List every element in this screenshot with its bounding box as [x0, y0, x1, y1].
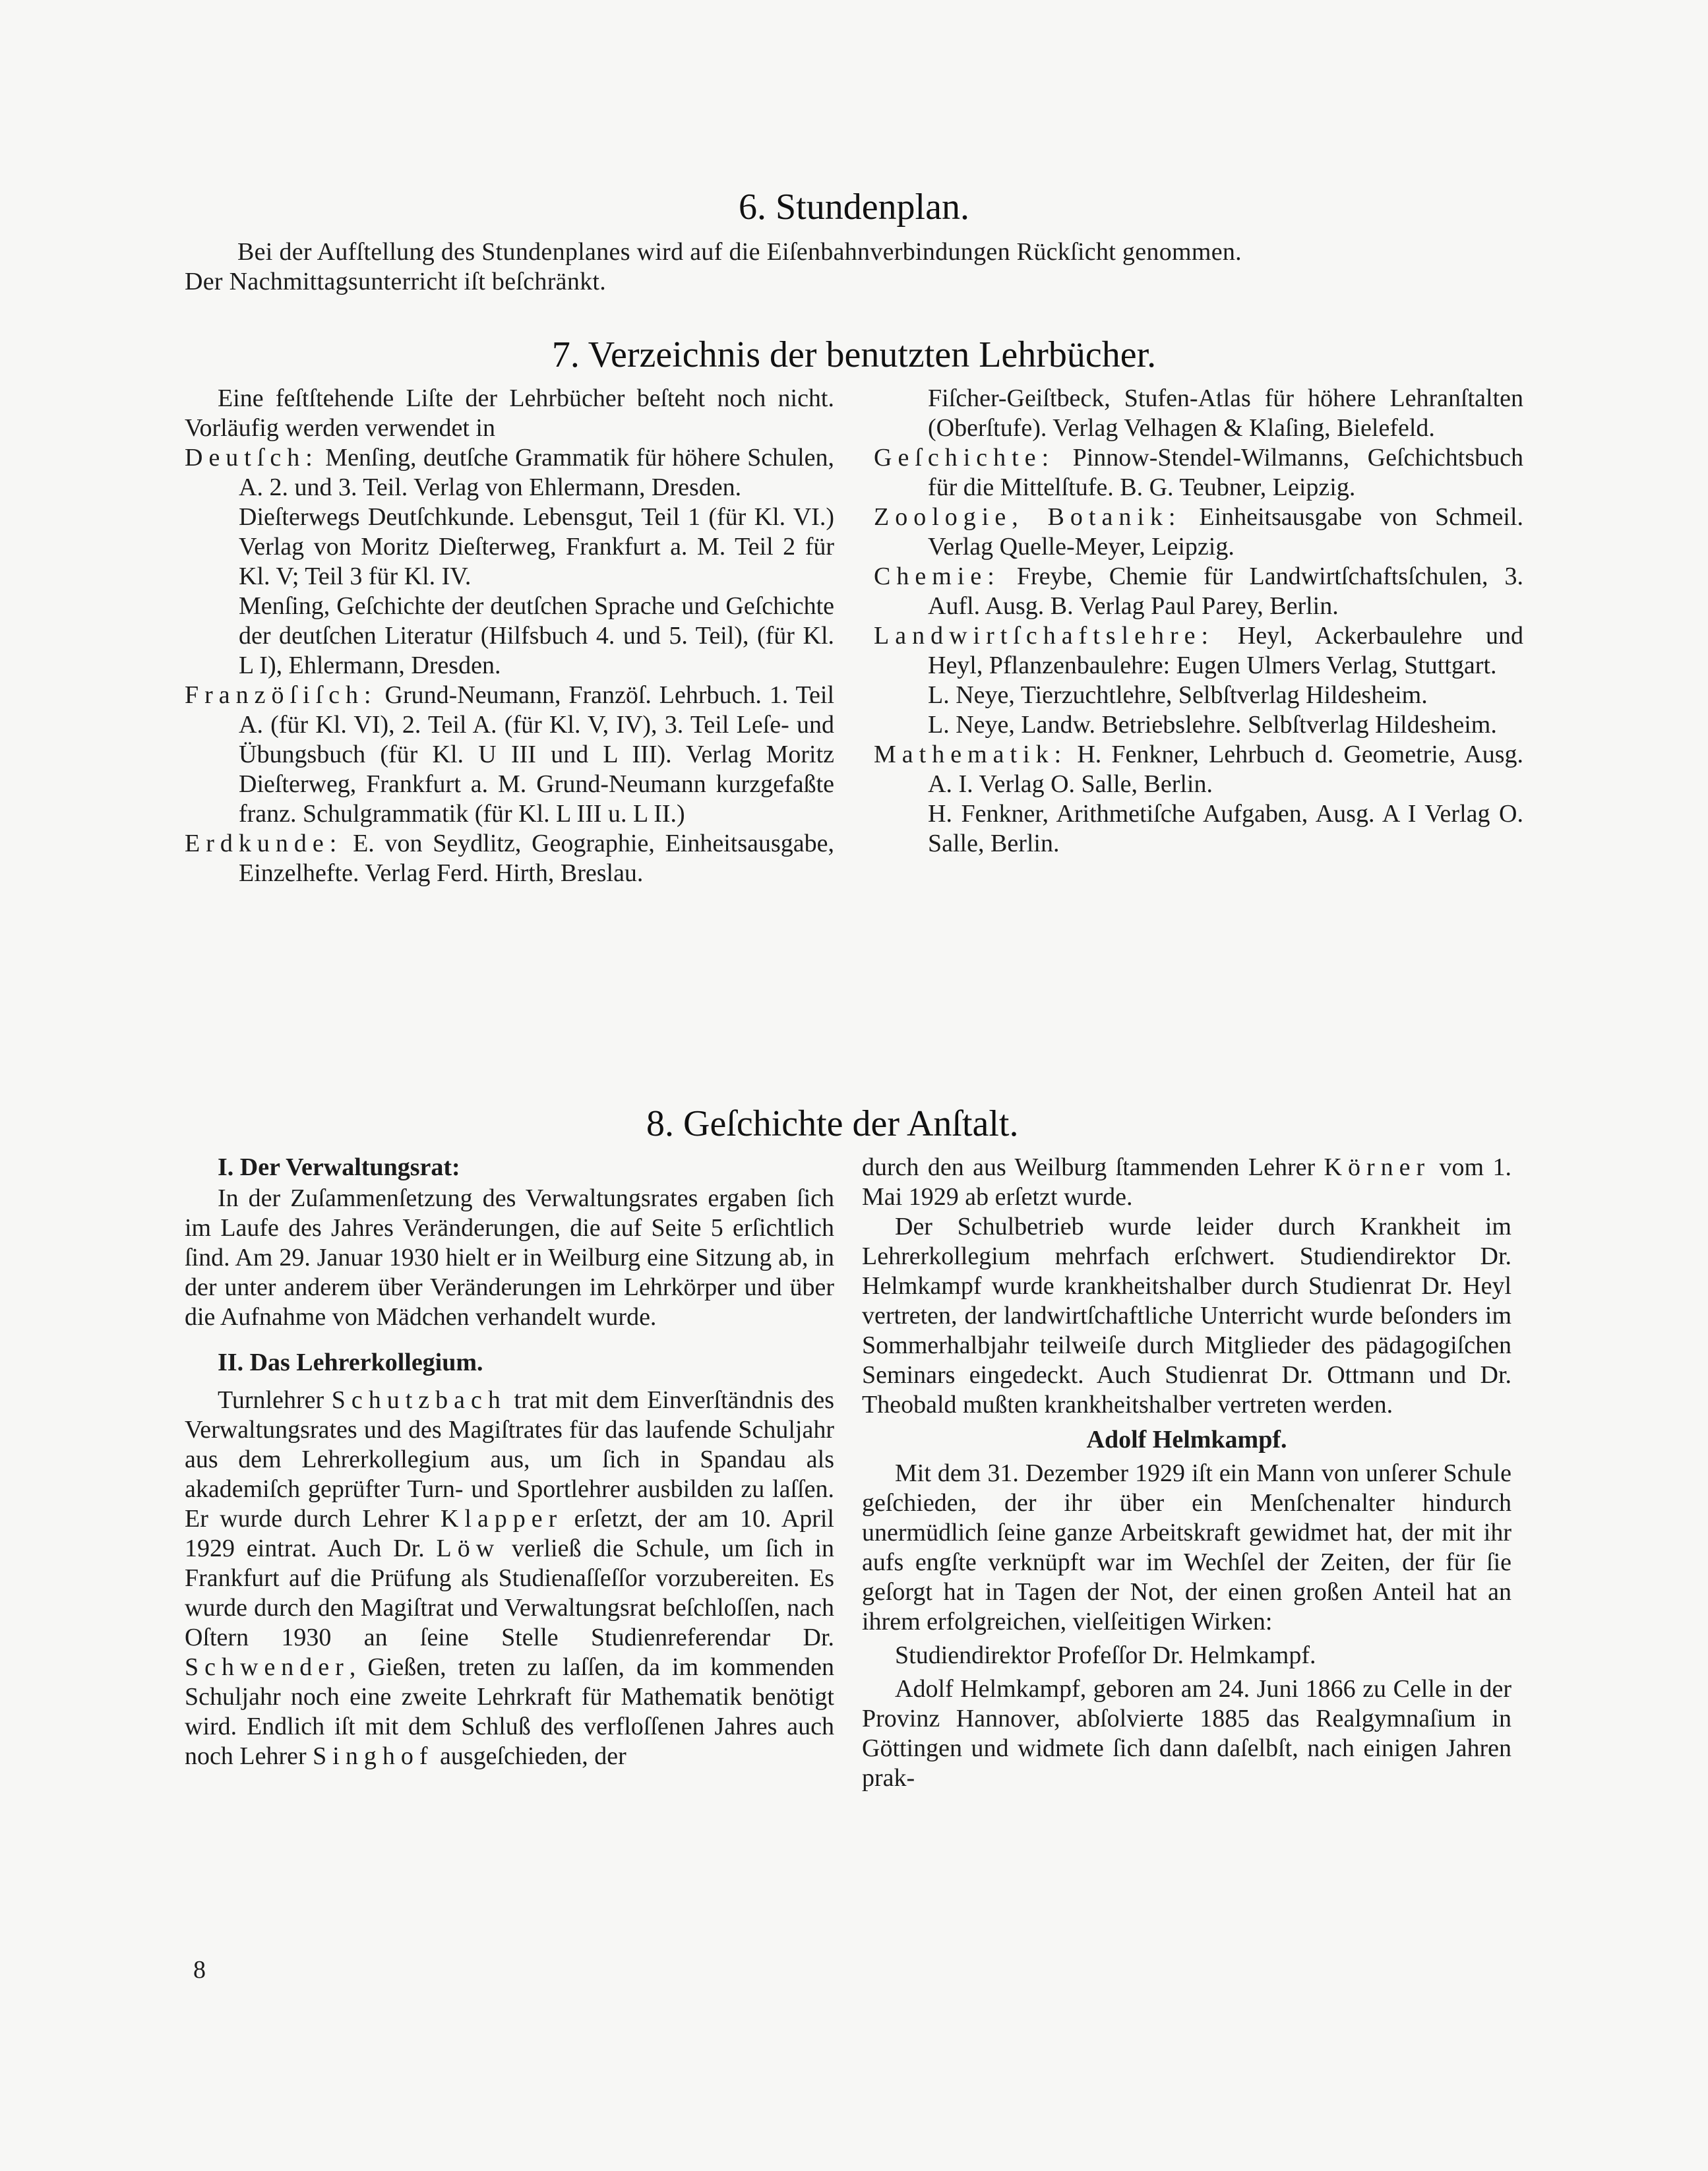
section-7-title: 7. Verzeichnis der benutzten Lehrbücher.: [551, 334, 1157, 375]
entry-text: Menſing, deutſche Grammatik für höhere Schulen, A. 2. und 3. Teil. Verlag von Ehlermann, Dresden.: [239, 444, 835, 501]
name-koerner: Körner: [1324, 1153, 1431, 1181]
name-schutzbach: Schutzbach: [331, 1386, 506, 1414]
entry-text: Pinnow-Stendel-Wilmanns, Geſchichtsbuch für die Mittelſtufe. B. G. Teubner, Leipzig.: [928, 444, 1524, 501]
entry-text: H. Fenkner, Lehrbuch d. Geometrie, Ausg. A. I. Verlag O. Salle, Berlin.: [928, 741, 1524, 798]
helmkampf-paragraph-2: Adolf Helmkampf, geboren am 24. Juni 1866 zu Celle in der Provinz Hannover, abſolvierte 1885 das Realgymnaſium in Göttingen und widmete ſich dann daſelbſt, nach einigen Jahren prak-: [862, 1675, 1511, 1792]
subject-label: Mathematik:: [874, 741, 1068, 768]
textbook-entry-geschichte: [874, 443, 1523, 503]
section-8-title: 8. Geſchichte der Anſtalt.: [646, 1103, 1019, 1144]
entry-text: Freybe, Chemie für Landwirtſchaftsſchulen, 3. Aufl. Ausg. B. Verlag Paul Parey, Berlin.: [928, 563, 1524, 620]
subject-label: Chemie:: [874, 563, 1000, 590]
text-run: ausgeſchieden, der: [433, 1742, 626, 1770]
section-6-line-2: Der Nachmittagsunterricht iſt beſchränkt.: [185, 268, 607, 295]
subject-label: Franzöſiſch:: [185, 681, 377, 709]
textbook-entry-betriebslehre: L. Neye, Landw. Betriebslehre. Selbſtverlag Hildesheim.: [928, 711, 1497, 739]
helmkampf-heading: Adolf Helmkampf.: [1086, 1426, 1287, 1453]
text-run: , Gießen, treten zu laſſen, da im kommenden Schuljahr noch eine zweite Lehrkraft für Mathematik benötigt wird. Endlich iſt mit dem Schluß des verfloſſenen Jahres auch noch Lehrer: [185, 1653, 834, 1770]
name-schwender: Schwender: [185, 1653, 350, 1681]
textbook-entry-atlas: Fiſcher-Geiſtbeck, Stufen-Atlas für höhere Lehranſtalten (Oberſtufe). Verlag Velhagen & Klaſing, Bielefeld.: [928, 384, 1523, 442]
subject-label: Deutſch:: [185, 444, 319, 472]
section-7-right-column: [874, 384, 1523, 859]
lehrerkollegium-text: [185, 1386, 834, 1771]
textbook-entry-mathematik: [874, 740, 1523, 799]
text-run: verließ die Schule, um ſich in Frankfurt auf die Prüfung als Studienaſſeſſor vorzubereiten. Es wurde durch den Magiſtrat und Verwaltungsrat beſchloſſen, nach Oſtern 1930 an ſeine Stelle Studienreferendar Dr.: [185, 1535, 834, 1651]
textbook-entry-arithmetik: H. Fenkner, Arithmetiſche Aufgaben, Ausg. A I Verlag O. Salle, Berlin.: [928, 800, 1523, 857]
name-loew: Löw: [436, 1535, 501, 1562]
textbook-entry-landwirtschaft: [874, 621, 1523, 681]
section-6-body: [185, 237, 1523, 297]
textbook-entry-erdkunde: [185, 829, 834, 888]
section-8-left-column: [185, 1153, 834, 1771]
verwaltungsrat-text: In der Zuſammenſetzung des Verwaltungsrates ergaben ſich im Laufe des Jahres Veränderungen, die auf Seite 5 erſichtlich ſind. Am 29. Januar 1930 hielt er in Weilburg eine Sitzung ab, in der unter anderem über Veränderungen im Lehrkörper und über die Aufnahme von Mädchen verhandelt wurde.: [185, 1184, 834, 1331]
section-7-intro: Eine feſtſtehende Liſte der Lehrbücher beſteht noch nicht. Vorläufig werden verwendet in: [185, 384, 834, 442]
section-8-right-column: [862, 1153, 1511, 1793]
entry-text: Heyl, Ackerbaulehre und Heyl, Pflanzenbaulehre: Eugen Ulmers Verlag, Stuttgart.: [928, 622, 1523, 679]
textbook-entry-deutsch: [185, 443, 834, 503]
entry-text: Grund-Neumann, Franzöſ. Lehrbuch. 1. Teil A. (für Kl. VI), 2. Teil A. (für Kl. V, IV), 3. Teil Leſe- und Übungsbuch (für Kl. U III und L III). Verlag Moritz Dieſterweg, Frankfurt a. M. Grund-Neumann kurzgefaßte franz. Schulgrammatik (für Kl. L III u. L II.): [239, 681, 835, 828]
textbook-entry-deutsch-2: Dieſterwegs Deutſchkunde. Lebensgut, Teil 1 (für Kl. VI.) Verlag von Moritz Dieſterweg, Frankfurt a. M. Teil 2 für Kl. V; Teil 3 für Kl. IV.: [239, 503, 834, 590]
name-singhof: Singhof: [313, 1742, 434, 1770]
entry-text: E. von Seydlitz, Geographie, Einheitsausgabe, Einzelhefte. Verlag Ferd. Hirth, Breslau.: [239, 830, 835, 887]
helmkampf-title: Studiendirektor Profeſſor Dr. Helmkampf.: [895, 1641, 1316, 1669]
textbook-entry-deutsch-3: Menſing, Geſchichte der deutſchen Sprache und Geſchichte der deutſchen Literatur (Hilfsbuch 4. und 5. Teil), (für Kl. L I), Ehlermann, Dresden.: [239, 592, 834, 679]
schulbetrieb-text: Der Schulbetrieb wurde leider durch Krankheit im Lehrerkollegium mehrfach erſchwert. Studiendirektor Dr. Helmkampf wurde krankheitshalber durch Studienrat Dr. Heyl vertreten, der landwirtſchaftliche Unterricht wurde beſonders im Sommerhalbjahr teilweiſe durch Mitglieder des pädagogiſchen Seminars eingedeckt. Auch Studienrat Dr. Ottmann und Dr. Theobald mußten krankheitshalber vertreten werden.: [862, 1213, 1511, 1419]
subject-label: Geſchichte:: [874, 444, 1055, 472]
text-run: vom 1. Mai 1929 ab erſetzt wurde.: [862, 1153, 1511, 1211]
text-run: erſetzt, der am 10. April 1929 eintrat. Auch Dr.: [185, 1505, 834, 1562]
lehrerkollegium-heading: II. Das Lehrerkollegium.: [218, 1349, 483, 1376]
text-run: Turnlehrer: [218, 1386, 332, 1414]
textbook-entry-chemie: [874, 562, 1523, 621]
page-number: 8: [193, 1956, 206, 1984]
verwaltungsrat-heading: I. Der Verwaltungsrat:: [218, 1153, 460, 1181]
subject-label: Erdkunde:: [185, 830, 343, 857]
name-klapper: Klapper: [440, 1505, 563, 1533]
helmkampf-paragraph-1: Mit dem 31. Dezember 1929 iſt ein Mann von unſerer Schule geſchieden, der ihr über ein Menſchenalter hindurch unermüdlich ſeine ganze Arbeitskraft gewidmet hat, der mit ihr aufs engſte verknüpft war im Wechſel der Zeiten, der für ſie geſorgt hat in Tagen der Not, der einen großen Anteil hat an ihrem erfolgreichen, vielſeitigen Wirken:: [862, 1459, 1511, 1636]
section-6-line-1: Bei der Aufſtellung des Stundenplanes wird auf die Eiſenbahnverbindungen Rückſicht genommen.: [237, 238, 1242, 266]
textbook-entry-tierzucht: L. Neye, Tierzuchtlehre, Selbſtverlag Hildesheim.: [928, 681, 1428, 709]
subject-label: Zoologie, Botanik:: [874, 503, 1182, 531]
text-run: trat mit dem Einverſtändnis des Verwaltungsrates und des Magiſtrates für das laufende Schuljahr aus dem Lehrerkollegium aus, um ſich in Spandau als akademiſch geprüfter Turn- und Sportlehrer ausbilden zu laſſen. Er wurde durch Lehrer: [185, 1386, 834, 1533]
textbook-entry-zoologie-botanik: [874, 503, 1523, 562]
lehrerkollegium-continued: [862, 1153, 1511, 1212]
textbook-entry-franzoesisch: [185, 681, 834, 829]
section-7-left-column: [185, 384, 834, 888]
entry-text: Einheitsausgabe von Schmeil. Verlag Quelle-Meyer, Leipzig.: [928, 503, 1524, 561]
text-run: durch den aus Weilburg ſtammenden Lehrer: [862, 1153, 1324, 1181]
section-6-title: 6. Stundenplan.: [739, 187, 969, 228]
subject-label: Landwirtſchaftslehre:: [874, 622, 1215, 650]
